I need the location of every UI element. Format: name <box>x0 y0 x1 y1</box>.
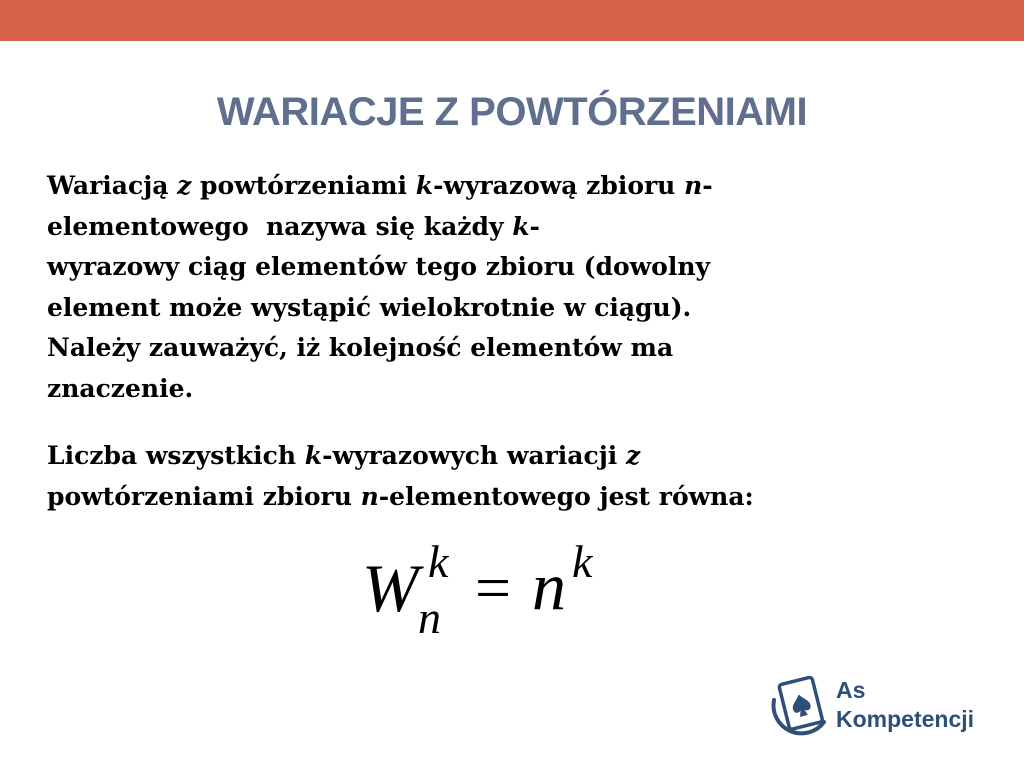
text-run: - <box>702 171 713 200</box>
formula-W: W <box>362 550 419 626</box>
italic-run: z <box>625 441 641 470</box>
definition-paragraph <box>47 166 937 409</box>
text-run: powtórzeniami zbioru <box>47 481 361 511</box>
definition-line-3: wyrazowy ciąg elementów tego zbioru (dowolny <box>47 252 711 281</box>
spade-card-icon <box>768 672 832 742</box>
count-paragraph <box>47 436 937 517</box>
definition-line-6: znaczenie. <box>47 373 194 403</box>
slide-title: WARIACJE Z POWTÓRZENIAMI <box>216 90 808 134</box>
as-kompetencji-logo <box>768 672 998 744</box>
text-run: -wyrazową zbioru <box>433 171 685 200</box>
definition-line-1 <box>47 166 937 207</box>
definition-line-4: element może wystąpić wielokrotnie w ciągu). <box>47 292 692 322</box>
italic-variable-n: n <box>360 481 379 511</box>
formula-exponent-k: k <box>572 536 593 587</box>
formula-subscript-n: n <box>418 592 441 643</box>
text-run: -elementowego jest równa: <box>378 481 754 511</box>
top-accent-bar <box>0 0 1024 41</box>
formula-base-n: n <box>532 548 566 624</box>
italic-variable-k: k <box>415 171 434 200</box>
count-line-2 <box>47 477 937 518</box>
italic-variable-k: k <box>512 211 530 241</box>
definition-line-5: Należy zauważyć, iż kolejność elementów ma <box>47 333 674 362</box>
logo-text <box>836 676 974 734</box>
text-run: - <box>529 211 540 241</box>
text-run: Wariacją <box>47 171 178 200</box>
italic-variable-k: k <box>304 441 323 470</box>
italic-variable-n: n <box>684 171 703 200</box>
text-run: elementowego nazywa się każdy <box>47 211 513 241</box>
count-line-1 <box>47 436 937 477</box>
formula <box>360 535 620 645</box>
definition-line-2 <box>47 207 937 248</box>
text-run: powtórzeniami <box>191 171 416 200</box>
text-run: -wyrazowych wariacji <box>322 441 626 470</box>
logo-line-kompetencji: Kompetencji <box>836 706 975 732</box>
formula-equals: = <box>475 552 512 623</box>
text-run: Liczba wszystkich <box>47 441 305 470</box>
italic-run: z <box>177 171 192 200</box>
logo-line-as: As <box>836 677 866 703</box>
formula-superscript-k: k <box>428 536 449 587</box>
